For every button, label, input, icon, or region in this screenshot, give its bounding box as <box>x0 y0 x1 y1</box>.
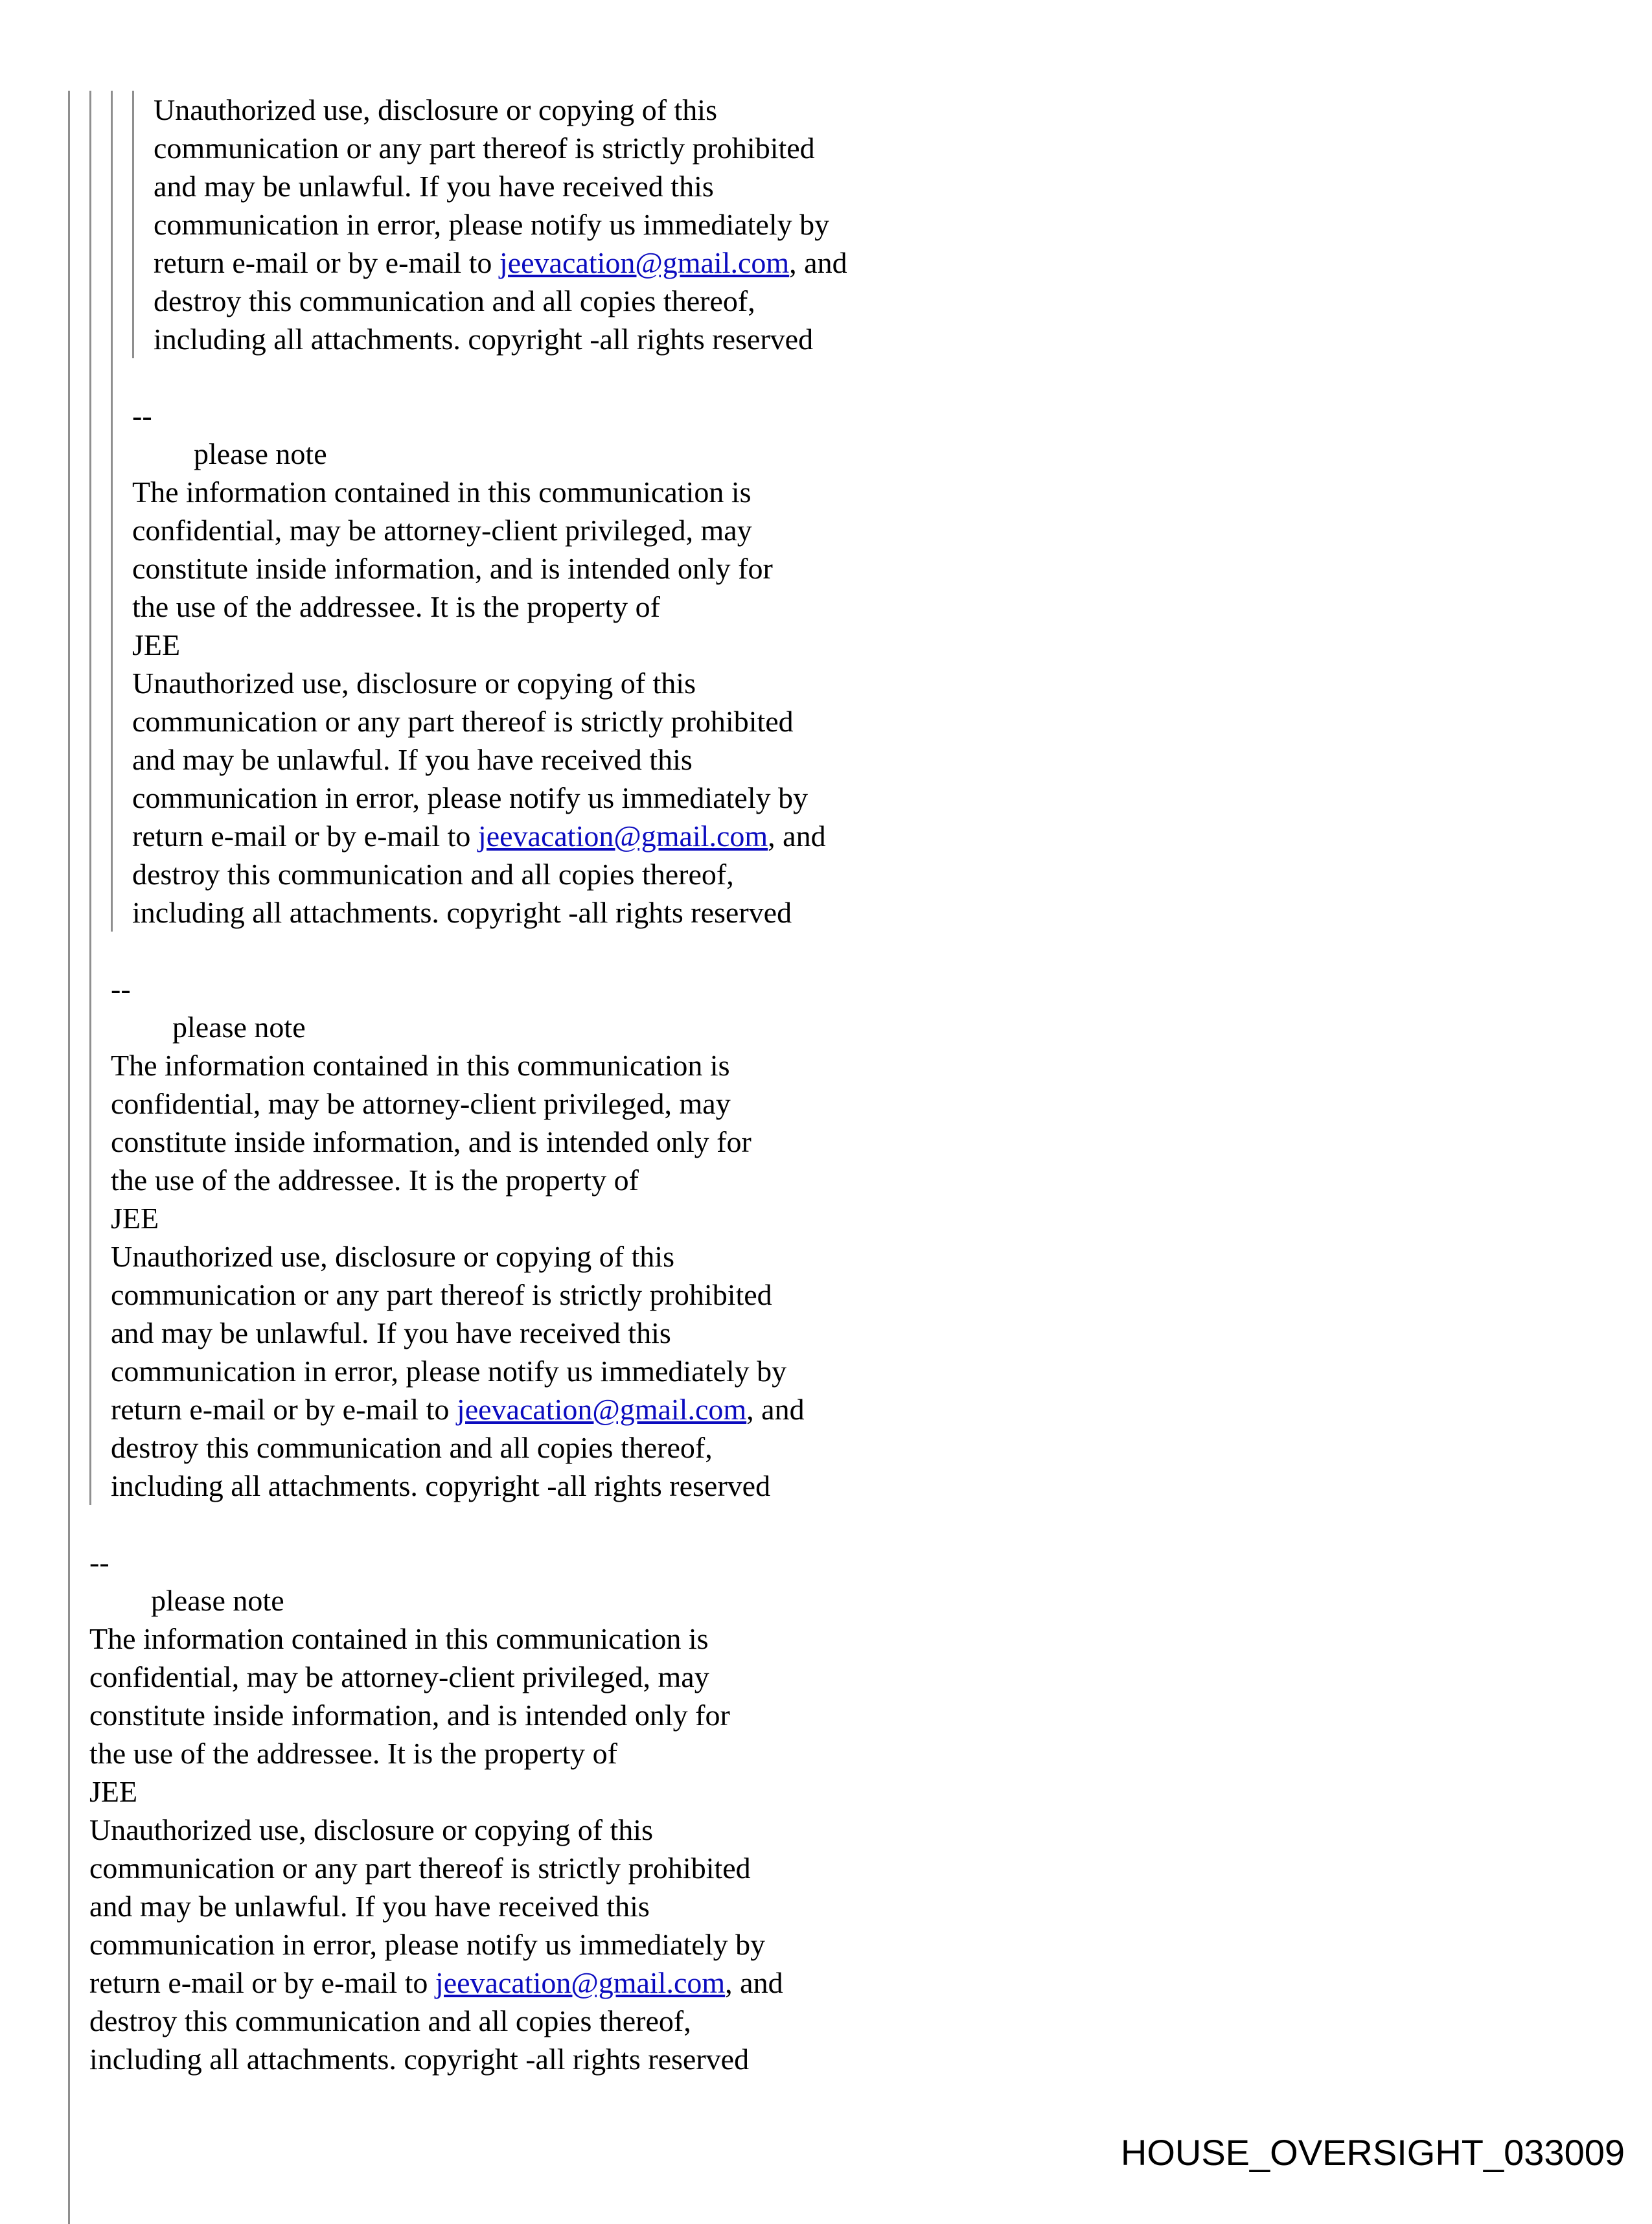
quote-level-4 <box>132 91 847 358</box>
text-line: destroy this communication and all copies thereof, <box>132 858 734 891</box>
text-line: communication or any part thereof is strictly prohibited <box>89 1851 751 1885</box>
text-line: communication or any part thereof is strictly prohibited <box>154 132 815 165</box>
text-line: Unauthorized use, disclosure or copying of this <box>89 1813 653 1846</box>
text-line: and may be unlawful. If you have received this <box>111 1316 671 1349</box>
text-line: the use of the addressee. It is the property of <box>132 590 660 623</box>
email-link[interactable]: jeevacation@gmail.com <box>499 246 790 279</box>
text-line: including all attachments. copyright -all rights reserved <box>132 896 792 929</box>
please-note-heading: please note <box>151 1584 284 1617</box>
text-line: and may be unlawful. If you have received this <box>154 170 714 203</box>
quote-separator: -- <box>111 972 131 1005</box>
please-note-paragraph <box>132 435 847 664</box>
text-line: the use of the addressee. It is the property of <box>111 1164 639 1197</box>
text-line: and may be unlawful. If you have received this <box>132 743 693 776</box>
text-line-with-email <box>154 244 847 282</box>
email-line-suffix: , and <box>725 1966 783 1999</box>
text-line: communication in error, please notify us immediately by <box>154 208 830 241</box>
bates-number: HOUSE_OVERSIGHT_033009 <box>1120 2132 1625 2173</box>
text-line: and may be unlawful. If you have received this <box>89 1890 650 1923</box>
text-line: destroy this communication and all copies thereof, <box>111 1431 713 1464</box>
email-link[interactable]: jeevacation@gmail.com <box>456 1393 747 1426</box>
text-line: The information contained in this communication is <box>111 1049 730 1082</box>
text-line: Unauthorized use, disclosure or copying of this <box>154 93 717 126</box>
text-line: including all attachments. copyright -all rights reserved <box>154 323 814 356</box>
email-line-suffix: , and <box>746 1393 805 1426</box>
text-line: The information contained in this communication is <box>132 476 751 509</box>
quote-level-2 <box>89 91 847 1505</box>
text-line: communication or any part thereof is strictly prohibited <box>111 1278 772 1311</box>
email-line-suffix: , and <box>789 246 847 279</box>
quote-separator: -- <box>132 399 152 432</box>
please-note-paragraph <box>111 1008 847 1237</box>
text-line: constitute inside information, and is intended only for <box>132 552 773 585</box>
quote-level-1 <box>68 91 847 2224</box>
company-name: JEE <box>111 1202 159 1235</box>
text-line: communication in error, please notify us immediately by <box>89 1928 766 1961</box>
text-line: confidential, may be attorney-client privileged, may <box>111 1087 731 1120</box>
quote-separator: -- <box>89 1546 109 1579</box>
please-note-paragraph <box>89 1581 847 1811</box>
text-line-with-email <box>132 817 847 855</box>
text-line: destroy this communication and all copies thereof, <box>89 2004 691 2037</box>
disclaimer-paragraph <box>111 1237 847 1505</box>
disclaimer-paragraph <box>89 1811 847 2078</box>
text-line-with-email <box>111 1390 847 1428</box>
text-line: Unauthorized use, disclosure or copying of this <box>132 667 696 700</box>
email-line-prefix: return e-mail or by e-mail to <box>132 820 478 853</box>
text-line: constitute inside information, and is intended only for <box>111 1125 751 1158</box>
email-line-prefix: return e-mail or by e-mail to <box>111 1393 457 1426</box>
company-name: JEE <box>132 628 181 661</box>
text-line: destroy this communication and all copies thereof, <box>154 284 755 317</box>
email-line-prefix: return e-mail or by e-mail to <box>89 1966 435 1999</box>
email-quoted-content <box>68 91 847 2224</box>
text-line-with-email <box>89 1964 847 2002</box>
text-line: communication in error, please notify us immediately by <box>132 781 809 814</box>
text-line: Unauthorized use, disclosure or copying of this <box>111 1240 674 1273</box>
text-line: The information contained in this communication is <box>89 1622 709 1655</box>
disclaimer-paragraph <box>132 664 847 932</box>
text-line: the use of the addressee. It is the property of <box>89 1737 617 1770</box>
company-name: JEE <box>89 1775 138 1808</box>
text-line: confidential, may be attorney-client privileged, may <box>89 1660 709 1693</box>
text-line: confidential, may be attorney-client privileged, may <box>132 514 752 547</box>
email-line-suffix: , and <box>768 820 826 853</box>
please-note-heading: please note <box>172 1011 306 1044</box>
text-line: communication or any part thereof is strictly prohibited <box>132 705 794 738</box>
text-line: including all attachments. copyright -all rights reserved <box>89 2043 750 2076</box>
quote-level-3 <box>111 91 847 932</box>
email-link[interactable]: jeevacation@gmail.com <box>477 820 768 853</box>
text-line: including all attachments. copyright -all rights reserved <box>111 1469 771 1502</box>
disclaimer-paragraph <box>154 91 847 358</box>
email-link[interactable]: jeevacation@gmail.com <box>435 1966 726 1999</box>
text-line: constitute inside information, and is intended only for <box>89 1699 730 1732</box>
text-line: communication in error, please notify us immediately by <box>111 1355 787 1388</box>
please-note-heading: please note <box>194 437 327 470</box>
email-line-prefix: return e-mail or by e-mail to <box>154 246 499 279</box>
